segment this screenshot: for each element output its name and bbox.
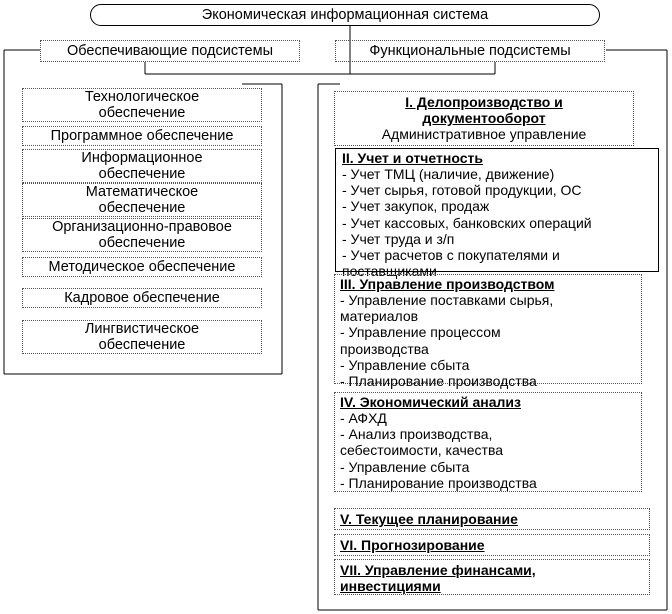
left-header-label: Обеспечивающие подсистемы xyxy=(66,43,274,59)
left-item-methodical xyxy=(22,257,262,277)
section-title: IV. Экономический анализ xyxy=(340,394,521,410)
section-line: - Управление поставками сырья, материалов xyxy=(340,292,554,325)
left-item-software xyxy=(22,126,262,146)
section-title: III. Управление производством xyxy=(340,276,555,292)
section-accounting xyxy=(335,148,659,280)
section-title: VI. Прогнозирование xyxy=(340,537,485,553)
section-finance-investment xyxy=(334,559,650,595)
root-node xyxy=(90,4,600,26)
left-item-technological xyxy=(22,88,262,122)
left-item-label: Технологическое обеспечение xyxy=(84,88,200,121)
left-item-label: Организационно-правовое обеспечение xyxy=(52,218,232,251)
root-title: Экономическая информационная система xyxy=(201,7,489,23)
left-item-label: Лингвистическое обеспечение xyxy=(84,320,200,353)
section-line: - Планирование производства xyxy=(340,373,537,390)
section-line: - Учет труда и з/п xyxy=(342,230,455,247)
section-line: - АФХД xyxy=(340,410,387,426)
section-line: - Учет расчетов с покупателями и поставщиками xyxy=(342,247,560,280)
left-header xyxy=(40,40,300,62)
section-line: - Учет закупок, продаж xyxy=(342,198,490,215)
section-forecasting xyxy=(334,534,650,556)
left-item-personnel xyxy=(22,288,262,308)
left-item-label: Кадровое обеспечение xyxy=(64,289,220,306)
section-line: - Управление сбыта xyxy=(340,356,470,373)
left-item-mathematical xyxy=(22,183,262,217)
left-item-label: Программное обеспечение xyxy=(50,127,234,144)
section-line: - Анализ производства, себестоимости, качества xyxy=(340,426,504,459)
left-item-label: Математическое обеспечение xyxy=(85,183,199,216)
section-title: V. Текущее планирование xyxy=(340,511,518,527)
section-production-management xyxy=(334,274,642,390)
section-line: Административное управление xyxy=(381,126,587,142)
section-line: - Планирование производства xyxy=(340,474,537,491)
section-line: - Учет сырья, готовой продукции, ОС xyxy=(342,182,582,199)
section-line: - Управление сбыта xyxy=(340,458,470,475)
left-item-label: Информационное обеспечение xyxy=(81,149,203,182)
left-item-linguistic xyxy=(22,320,262,354)
section-economic-analysis xyxy=(334,392,642,492)
section-line: - Учет кассовых, банковских операций xyxy=(342,214,592,231)
left-item-legal xyxy=(22,218,262,252)
right-header xyxy=(335,40,605,62)
section-line: - Учет ТМЦ (наличие, движение) xyxy=(342,166,555,182)
left-item-information xyxy=(22,149,262,183)
right-header-label: Функциональные подсистемы xyxy=(369,43,571,59)
section-title: VII. Управление финансами, инвестициями xyxy=(340,562,536,594)
section-title: II. Учет и отчетность xyxy=(342,150,483,166)
left-item-label: Методическое обеспечение xyxy=(48,258,236,275)
section-records-management xyxy=(334,91,634,146)
section-line: - Управление процессом производства xyxy=(340,324,501,357)
section-title: I. Делопроизводство и документооборот xyxy=(405,94,563,126)
section-current-planning xyxy=(334,508,650,530)
